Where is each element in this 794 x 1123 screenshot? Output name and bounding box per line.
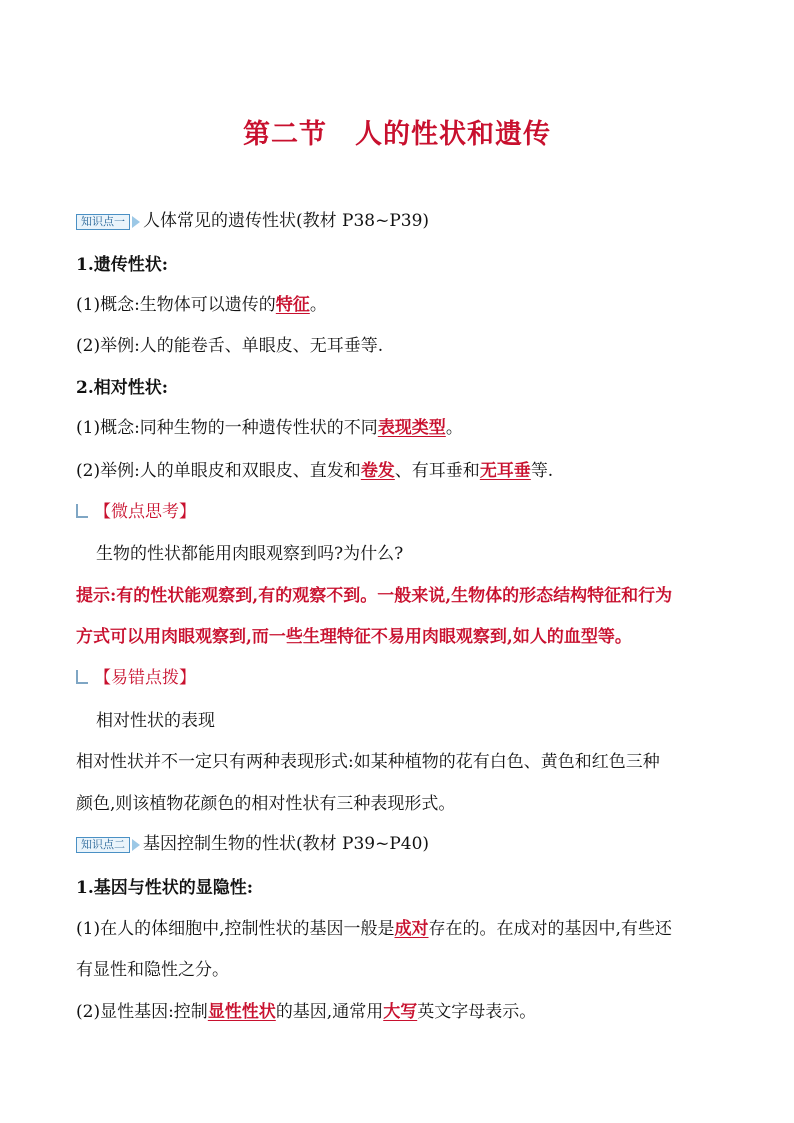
text: (1)在人的体细胞中,控制性状的基因一般是: [76, 919, 395, 939]
knowledge-point-badge: 知识点一: [76, 214, 130, 230]
text: 存在的。在成对的基因中,有些还: [428, 919, 672, 939]
error-tip-label: 【易错点拨】: [94, 668, 196, 688]
gene-line-1: [76, 917, 726, 941]
think-heading: [76, 500, 726, 524]
think-question: 生物的性状都能用肉眼观察到吗?为什么?: [96, 544, 404, 564]
error-tip-subtitle: 相对性状的表现: [96, 711, 215, 731]
text: 的基因,通常用: [275, 1002, 384, 1022]
text: (2)举例:人的单眼皮和双眼皮、直发和: [76, 461, 361, 481]
text: 。: [309, 295, 327, 315]
example-line: (2)举例:人的能卷舌、单眼皮、无耳垂等.: [76, 336, 384, 356]
arrow-icon: [132, 216, 140, 228]
definition-line: [76, 293, 726, 317]
gene-line-2: [76, 1000, 726, 1024]
example-line: [76, 459, 726, 483]
answer-blank: 显性性状: [207, 1002, 276, 1022]
knowledge-point-title: 基因控制生物的性状(教材 P39~P40): [143, 834, 430, 854]
answer-blank: 表现类型: [377, 418, 446, 438]
error-tip-heading: [76, 666, 726, 690]
text: 等.: [530, 461, 554, 481]
text: (2)显性基因:控制: [76, 1002, 208, 1022]
gene-line-1b: 有显性和隐性之分。: [76, 960, 229, 980]
answer-blank: 无耳垂: [479, 461, 531, 481]
bookmark-icon: [76, 504, 88, 518]
knowledge-point-2-heading: [76, 832, 726, 856]
text: 、有耳垂和: [394, 461, 480, 481]
knowledge-point-badge: 知识点二: [76, 837, 130, 853]
arrow-icon: [132, 839, 140, 851]
section-heading: 1.遗传性状:: [76, 255, 169, 275]
think-label: 【微点思考】: [94, 502, 196, 522]
answer-blank: 卷发: [360, 461, 395, 481]
page-title: 第二节 人的性状和遗传: [243, 119, 551, 150]
hint-line-1: 提示:有的性状能观察到,有的观察不到。一般来说,生物体的形态结构特征和行为: [76, 586, 673, 606]
answer-blank: 大写: [383, 1002, 418, 1022]
section-heading: 2.相对性状:: [76, 378, 169, 398]
text: 英文字母表示。: [417, 1002, 537, 1022]
bookmark-icon: [76, 670, 88, 684]
hint-line-2: 方式可以用肉眼观察到,而一些生理特征不易用肉眼观察到,如人的血型等。: [76, 627, 632, 647]
definition-line: [76, 416, 726, 440]
text: (1)概念:生物体可以遗传的: [76, 295, 276, 315]
error-tip-text-1: 相对性状并不一定只有两种表现形式:如某种植物的花有白色、黄色和红色三种: [76, 752, 660, 772]
answer-blank: 特征: [275, 295, 310, 315]
knowledge-point-title: 人体常见的遗传性状(教材 P38~P39): [143, 211, 430, 231]
text: (1)概念:同种生物的一种遗传性状的不同: [76, 418, 378, 438]
answer-blank: 成对: [394, 919, 429, 939]
knowledge-point-1-heading: [76, 209, 726, 233]
text: 。: [445, 418, 463, 438]
section-heading: 1.基因与性状的显隐性:: [76, 878, 254, 898]
error-tip-text-2: 颜色,则该植物花颜色的相对性状有三种表现形式。: [76, 794, 456, 814]
